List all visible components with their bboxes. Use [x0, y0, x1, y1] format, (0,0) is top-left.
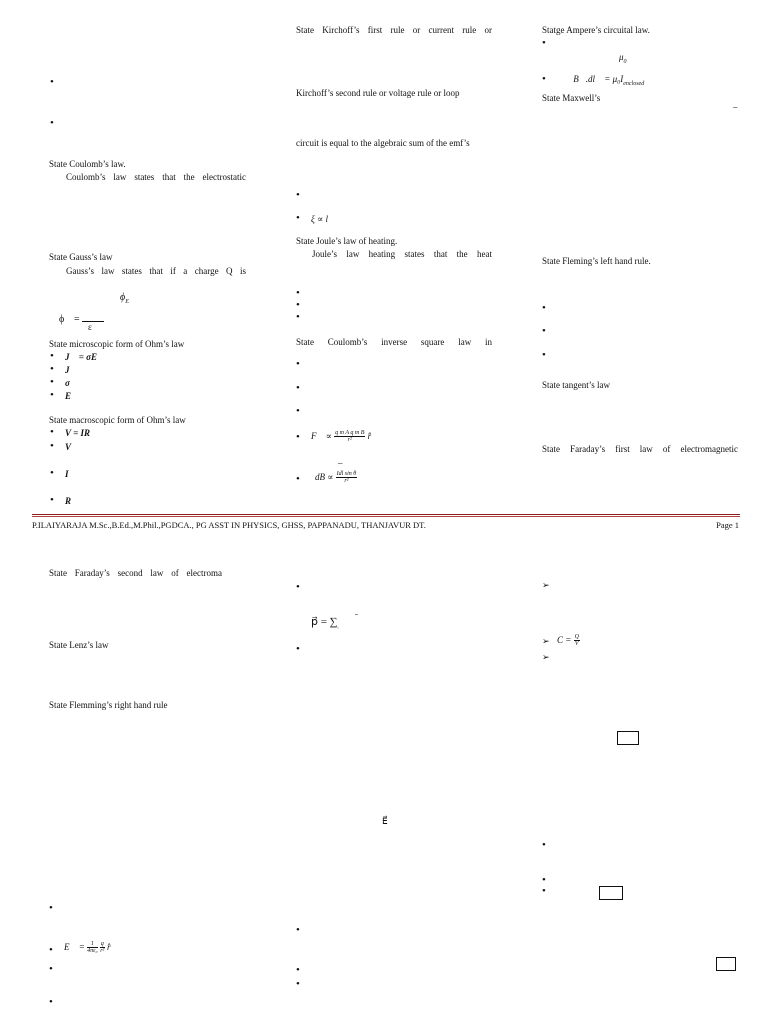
- fraction-bar: [82, 321, 104, 322]
- footer-rule: [32, 514, 740, 515]
- ohm-macro-item: R: [65, 496, 72, 506]
- arrow-bullet-icon: ➢: [542, 636, 550, 646]
- xi-proportional: ξ ∝ l: [311, 214, 328, 224]
- bullet: [50, 363, 54, 377]
- joule-heading: State Joule’s law of heating.: [296, 236, 398, 246]
- page-number: Page 1: [716, 520, 739, 530]
- epsilon-symbol: ε: [88, 322, 92, 332]
- bullet: [296, 311, 300, 325]
- dipole-mark: ˉ: [355, 612, 358, 622]
- bullet: [296, 431, 300, 445]
- empty-box: [617, 731, 639, 745]
- bullet: [50, 350, 54, 364]
- bullet: [50, 494, 54, 508]
- fleming-left-hand-heading: State Fleming’s left hand rule.: [542, 256, 651, 266]
- joule-body: Joule’s law heating states that the heat: [312, 249, 492, 259]
- biot-savart-formula: dB ∝ $\frac{\text{Idl sin θ}}{\text{r²}}$: [315, 471, 357, 485]
- gauss-heading: State Gauss’s law: [49, 252, 113, 262]
- ohm-macro-item: V: [65, 442, 72, 452]
- kirchhoff-first-rule: State Kirchoff’s first rule or current rule or: [296, 25, 492, 35]
- bullet: [50, 440, 54, 454]
- bullet: [296, 473, 300, 487]
- empty-box: [716, 957, 736, 971]
- bullet: [296, 212, 300, 226]
- bullet: [542, 885, 546, 899]
- bullet: [50, 426, 54, 440]
- equals-sign: =: [74, 314, 80, 325]
- bullet: [296, 405, 300, 419]
- kirchhoff-second-rule: Kirchoff’s second rule or voltage rule or loop: [296, 88, 460, 98]
- tangent-law-heading: State tangent’s law: [542, 380, 610, 390]
- ohm-micro-item: σ: [65, 378, 70, 388]
- electric-field-label: E⃗: [382, 816, 388, 826]
- bullet: [50, 76, 54, 90]
- bullet: [296, 964, 300, 978]
- bullet: [296, 924, 300, 938]
- bullet: [49, 963, 53, 977]
- faraday-second-law-heading: State Faraday’s second law of electroma: [49, 568, 222, 578]
- ohm-macro-item: V = IR: [65, 428, 90, 438]
- bullet: [296, 643, 300, 657]
- ohm-micro-item: J⃗: [65, 365, 77, 375]
- bullet: [50, 467, 54, 481]
- coulomb-heading: State Coulomb’s law.: [49, 159, 126, 169]
- bullet: [50, 117, 54, 131]
- ampere-heading: Statge Ampere’s circuital law.: [542, 25, 650, 35]
- lenz-law-heading: State Lenz’s law: [49, 640, 109, 650]
- dipole-moment-formula: p⃗ = $\sum_ᵢ$: [311, 616, 339, 631]
- emf-line: circuit is equal to the algebraic sum of the emf’s: [296, 138, 470, 148]
- arrow-bullet-icon: ➢: [542, 652, 550, 662]
- coulomb-body: Coulomb’s law states that the electrostatic: [66, 172, 246, 182]
- ohm-macro-item: I: [65, 469, 69, 479]
- footer-rule: [32, 516, 740, 517]
- footer-author: P.ILAIYARAJA M.Sc.,B.Ed.,M.Phil.,PGDCA., PG ASST IN PHYSICS, GHSS, PAPPANADU, THANJAVUR DT.: [32, 520, 426, 530]
- faraday-first-law-heading: State Faraday’s first law of electromagnetic: [542, 444, 738, 454]
- bullet: [296, 382, 300, 396]
- bullet: [542, 349, 546, 363]
- ohm-macro-heading: State macroscopic form of Ohm’s law: [49, 415, 186, 425]
- ohm-micro-item: E⃗: [65, 391, 79, 401]
- bullet: [542, 302, 546, 316]
- bullet: [296, 978, 300, 992]
- bullet: [542, 73, 546, 87]
- fleming-right-hand-heading: State Flemming’s right hand rule: [49, 700, 168, 710]
- bullet: [296, 581, 300, 595]
- bullet: [542, 37, 546, 51]
- empty-box: [599, 886, 623, 900]
- force-proportional-formula: F⃗ ∝ $\frac{\text{q m A q m B}}{\text{r²}}$ r̂: [311, 430, 372, 444]
- bullet: [49, 944, 53, 958]
- bullet: [50, 389, 54, 403]
- phi-symbol: ϕ: [59, 314, 65, 325]
- phi-e-symbol: $\phi_E$: [120, 292, 129, 305]
- bullet: [296, 358, 300, 372]
- bullet: [542, 839, 546, 853]
- coulomb-inverse-square-heading: State Coulomb’s inverse square law in: [296, 337, 492, 347]
- mu-zero: $\mu_0$: [619, 52, 627, 65]
- ampere-formula: ∮꜀ B⃗.dl⃗ = $\mu_0I_{enclosed}$: [557, 74, 645, 87]
- bullet: [542, 325, 546, 339]
- ohm-micro-item: J⃗ = σE⃗: [65, 352, 104, 362]
- bullet: [49, 902, 53, 916]
- bullet: [49, 996, 53, 1010]
- bullet: [296, 189, 300, 203]
- electric-field-formula: E⃗ = $\frac{1}{\text{4πε₀}}$ $\frac{q}{\text{r²}}$ r̂: [64, 941, 111, 955]
- dash-mark: –: [733, 102, 738, 112]
- bullet: [50, 376, 54, 390]
- capacitance-formula: C = $\frac{Q}{V}$: [557, 634, 579, 648]
- ohm-micro-heading: State microscopic form of Ohm’s law: [49, 339, 185, 349]
- arrow-bullet-icon: ➢: [542, 580, 550, 590]
- maxwell-heading: State Maxwell’s: [542, 93, 601, 103]
- db-overbar: –: [338, 458, 343, 468]
- gauss-body: Gauss’s law states that if a charge Q is: [66, 266, 246, 276]
